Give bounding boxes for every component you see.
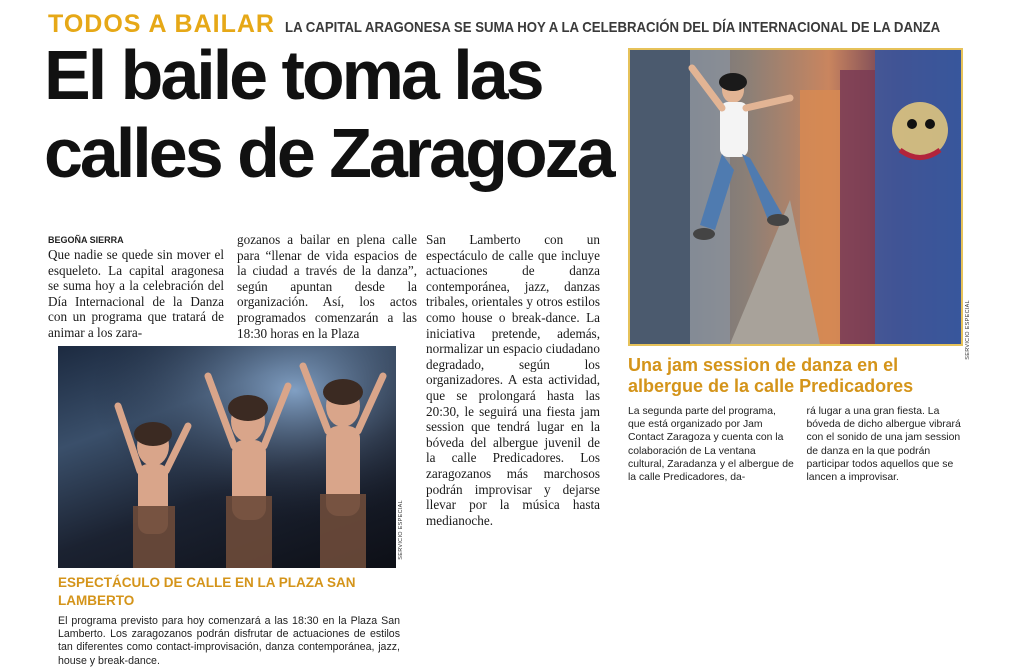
sidebar-left-title: ESPECTÁCULO DE CALLE EN LA PLAZA SAN LAMBERTO (58, 575, 356, 608)
kicker-subtitle: LA CAPITAL ARAGONESA SE SUMA HOY A LA CELEBRACIÓN DEL DÍA INTERNACIONAL DE LA DANZA (284, 19, 941, 36)
kicker-main: TODOS A BAILAR (48, 10, 275, 38)
body-column-3-text: San Lamberto con un espectáculo de calle que incluye actuaciones de danza contemporánea, jazz, danzas tribales, orientales y otros estilos como house o break-dance. La iniciativa pretende, además, normalizar un espacio ciudadano degradado, según los organizadores. A esta actividad, que se prolongará hasta las 20:30, le seguirá una fiesta jam session que tendrá lugar en la bóveda del albergue juvenil de la calle Predicadores. Los zaragozanos más marchosos podrán improvisar y dejarse llevar por la música hasta medianoche. (426, 232, 600, 528)
photo-credit-right: SERVICIO ESPECIAL (965, 300, 971, 360)
headline-line-2: calles de Zaragoza (44, 114, 613, 192)
sidebar-right-title: Una jam session de danza en el albergue de la calle Predicadores (628, 355, 914, 396)
photo-credit-left: SERVICIO ESPECIAL (398, 500, 404, 560)
sidebar-right (628, 355, 973, 484)
body-column-2-text: gozanos a bailar en plena calle para “llenar de vida espacios de la ciudad a través de la danza”, según apuntan desde la organización. Así, los actos programados comenzarán a las 18:30 horas en la Plaza (237, 232, 417, 341)
byline: BEGOÑA SIERRA (48, 235, 124, 245)
street-jump-illustration (630, 50, 961, 344)
sidebar-right-text-2: rá lugar a una gran fiesta. La bóveda de dicho albergue vibrará con el sonido de una jam session de danza en la que podrán participar todos aquellos que se lancen a improvisar. (806, 406, 961, 484)
body-column-2 (237, 232, 417, 341)
headline (44, 36, 614, 192)
dancers-photo (58, 346, 396, 568)
headline-line-1: El baile toma las (44, 36, 542, 114)
body-column-1 (48, 247, 224, 341)
sidebar-left-text: El programa previsto para hoy comenzará a las 18:30 en la Plaza San Lamberto. Los zaragozanos podrán disfrutar de actuaciones de estilos tan diferentes como contact-improvisación, danza contemporánea, jazz, house y break-dance. (58, 615, 400, 667)
dancers-illustration (58, 346, 396, 568)
sidebar-right-columns (628, 405, 973, 484)
sidebar-left (48, 570, 410, 670)
sidebar-right-text-1: La segunda parte del programa, que está organizado por Jam Contact Zaragoza y cuenta con la colaboración de La ventana cultural, Zaradanza y el albergue de la calle Predicadores, da- (628, 406, 794, 484)
jumping-dancer-photo (628, 48, 963, 346)
body-column-1-text: Que nadie se quede sin mover el esqueleto. La capital aragonesa se suma hoy a la celebración del Día Internacional de la Danza con un programa que tratará de animar a los zara- (48, 247, 224, 340)
body-column-3 (426, 232, 600, 528)
